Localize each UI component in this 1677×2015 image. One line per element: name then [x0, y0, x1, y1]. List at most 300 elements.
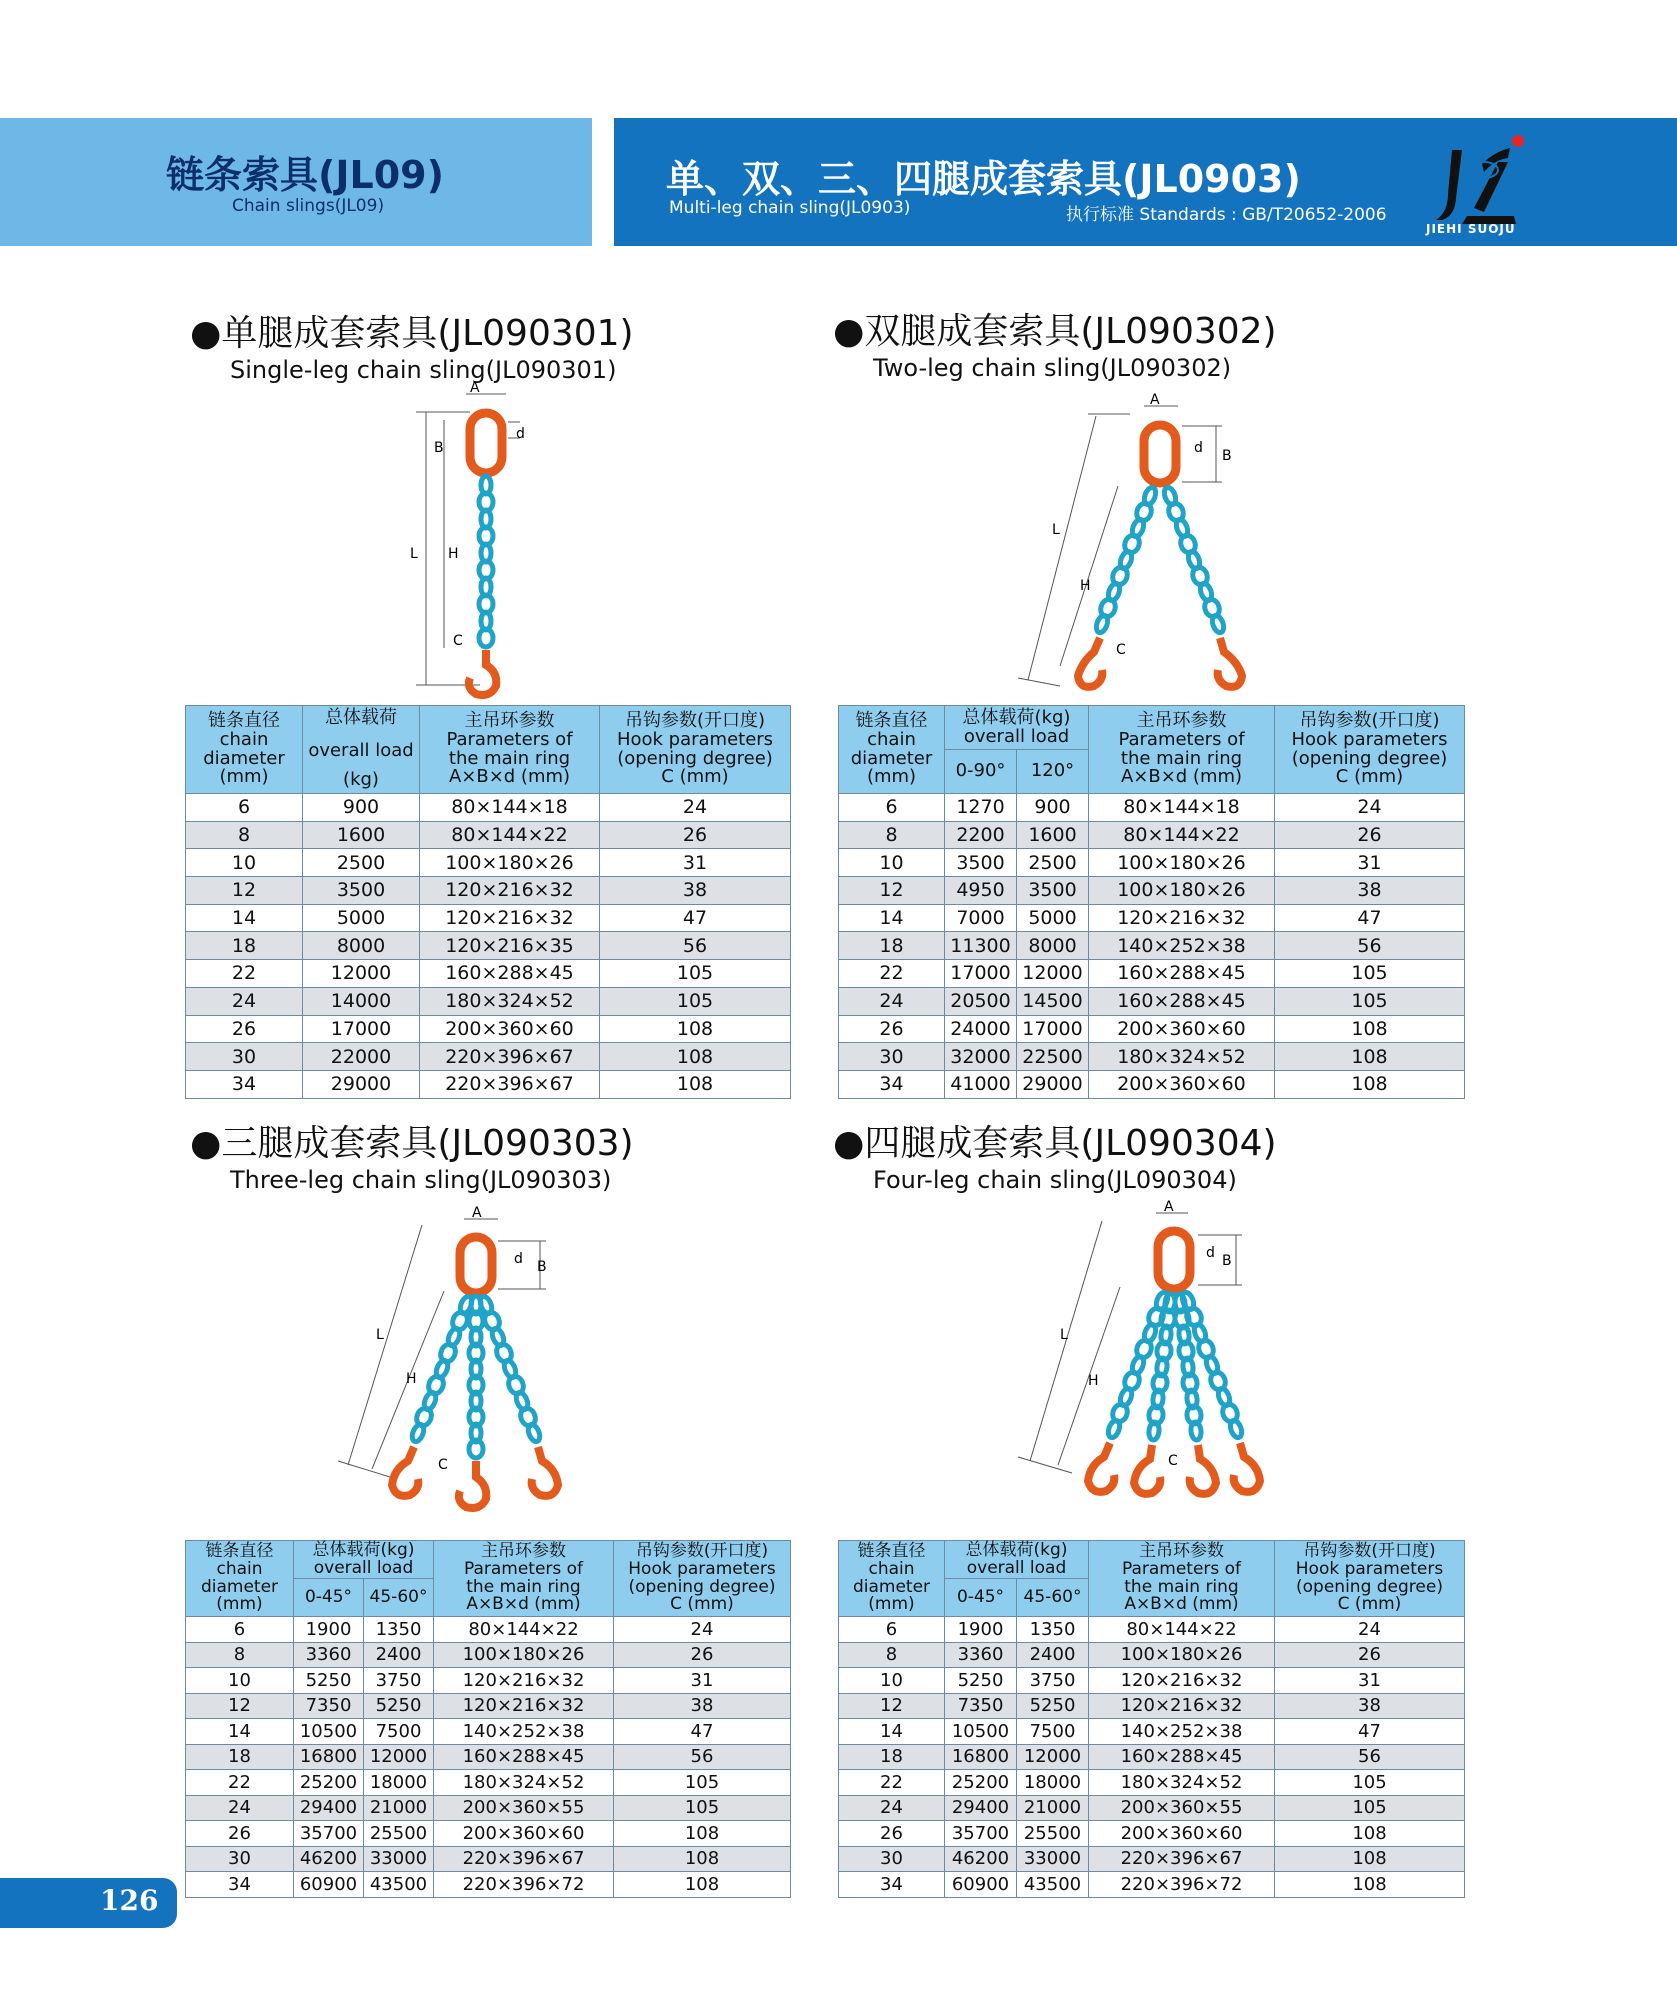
table-cell: 108: [614, 1821, 791, 1847]
table-row: [186, 1070, 791, 1098]
three-leg-sling-diagram: [330, 1205, 590, 1525]
table-cell: 160×288×45: [1089, 987, 1275, 1015]
table-cell: 220×396×72: [1089, 1872, 1275, 1898]
label-L: L: [410, 546, 418, 562]
table-cell: 120×216×32: [1089, 1668, 1275, 1694]
col-chain-diameter: 链条直径 chain diameter (mm): [839, 1541, 945, 1617]
table-cell: 31: [614, 1668, 791, 1694]
table-cell: 24000: [945, 1015, 1017, 1043]
table-cell: 5250: [364, 1693, 434, 1719]
table-cell: 120×216×32: [434, 1668, 614, 1694]
table-cell: 120×216×32: [1089, 904, 1275, 932]
table-row: [186, 987, 791, 1015]
table-cell: 3500: [945, 849, 1017, 877]
table-cell: 80×144×18: [1089, 794, 1275, 822]
table-cell: 200×360×60: [1089, 1070, 1275, 1098]
table-cell: 26: [600, 821, 791, 849]
table-cell: 8: [186, 1642, 294, 1668]
table-cell: 30: [839, 1043, 945, 1071]
table-cell: 8000: [1017, 932, 1089, 960]
table-cell: 108: [1275, 1872, 1465, 1898]
table-cell: 29000: [303, 1070, 420, 1098]
table-cell: 18: [186, 932, 303, 960]
table-row: [839, 849, 1465, 877]
label-B: B: [1222, 448, 1232, 464]
table-cell: 17000: [303, 1015, 420, 1043]
label-C: C: [1168, 1453, 1178, 1469]
table-cell: 56: [1275, 1744, 1465, 1770]
table-cell: 29400: [294, 1795, 364, 1821]
table-cell: 120×216×32: [1089, 1693, 1275, 1719]
table-cell: 18: [186, 1744, 294, 1770]
table-cell: 160×288×45: [1089, 1744, 1275, 1770]
table-cell: 46200: [294, 1846, 364, 1872]
table-cell: 1270: [945, 794, 1017, 822]
table-cell: 24: [186, 1795, 294, 1821]
triple-title: ●三腿成套索具(JL090303): [190, 1123, 634, 1164]
col-load-120: 120°: [1017, 750, 1089, 794]
table-cell: 900: [1017, 794, 1089, 822]
table-row: [186, 960, 791, 988]
table-cell: 22500: [1017, 1043, 1089, 1071]
table-cell: 34: [186, 1872, 294, 1898]
table-cell: 7500: [364, 1719, 434, 1745]
col-overall-load: 总体载荷(kg) overall load: [294, 1541, 434, 1579]
table-cell: 10500: [294, 1719, 364, 1745]
hook-icon: [1088, 1443, 1114, 1492]
table-row: [186, 1617, 791, 1643]
table-cell: 17000: [945, 960, 1017, 988]
table-cell: 2500: [1017, 849, 1089, 877]
table-cell: 18000: [364, 1770, 434, 1796]
table-cell: 100×180×26: [1089, 877, 1275, 905]
table-row: [839, 1872, 1465, 1898]
table-cell: 10: [839, 849, 945, 877]
col-chain-diameter: 链条直径 chain diameter (mm): [186, 706, 303, 794]
table-cell: 60900: [945, 1872, 1017, 1898]
table-cell: 12: [186, 1693, 294, 1719]
table-cell: 18: [839, 1744, 945, 1770]
hook-icon: [1134, 1445, 1160, 1494]
table-cell: 46200: [945, 1846, 1017, 1872]
table-cell: 120×216×32: [420, 904, 600, 932]
table-row: [839, 1043, 1465, 1071]
table-cell: 6: [839, 794, 945, 822]
table-cell: 900: [303, 794, 420, 822]
table-cell: 140×252×38: [1089, 1719, 1275, 1745]
table-row: [186, 1015, 791, 1043]
table-cell: 200×360×60: [434, 1821, 614, 1847]
table-cell: 220×396×72: [434, 1872, 614, 1898]
col-main-ring: 主吊环参数 Parameters of the main ring A×B×d (mm): [434, 1541, 614, 1617]
label-d: d: [1194, 440, 1203, 456]
table-cell: 7350: [945, 1693, 1017, 1719]
hook-icon: [1078, 638, 1102, 687]
table-cell: 10: [186, 849, 303, 877]
table-row: [186, 1770, 791, 1796]
table-cell: 25500: [1017, 1821, 1089, 1847]
table-cell: 220×396×67: [420, 1070, 600, 1098]
table-cell: 25200: [294, 1770, 364, 1796]
table-cell: 47: [614, 1719, 791, 1745]
table-cell: 5250: [1017, 1693, 1089, 1719]
single-title: ●单腿成套索具(JL090301): [190, 313, 634, 354]
table-cell: 220×396×67: [1089, 1846, 1275, 1872]
table-cell: 108: [1275, 1070, 1465, 1098]
table-cell: 47: [1275, 904, 1465, 932]
table-cell: 14: [186, 904, 303, 932]
table-row: [839, 794, 1465, 822]
table-cell: 108: [1275, 1015, 1465, 1043]
table-row: [839, 1070, 1465, 1098]
table-cell: 100×180×26: [434, 1642, 614, 1668]
triple-subtitle: Three-leg chain sling(JL090303): [230, 1166, 612, 1194]
table-cell: 1900: [945, 1617, 1017, 1643]
table-cell: 1900: [294, 1617, 364, 1643]
table-cell: 41000: [945, 1070, 1017, 1098]
table-cell: 56: [614, 1744, 791, 1770]
table-cell: 105: [614, 1795, 791, 1821]
table-cell: 1600: [303, 821, 420, 849]
table-row: [839, 1668, 1465, 1694]
table-cell: 5000: [303, 904, 420, 932]
table-cell: 7000: [945, 904, 1017, 932]
master-ring-icon: [460, 1237, 492, 1293]
table-row: [186, 932, 791, 960]
table-cell: 16800: [945, 1744, 1017, 1770]
table-cell: 220×396×67: [434, 1846, 614, 1872]
table-cell: 11300: [945, 932, 1017, 960]
single-section-heading: [190, 305, 634, 384]
table-cell: 34: [186, 1070, 303, 1098]
single-leg-sling-diagram: [400, 380, 550, 700]
table-cell: 180×324×52: [434, 1770, 614, 1796]
table-row: [186, 1719, 791, 1745]
table-cell: 108: [614, 1872, 791, 1898]
table-cell: 33000: [364, 1846, 434, 1872]
table-row: [839, 1617, 1465, 1643]
col-load-0-90: 0-90°: [945, 750, 1017, 794]
table-cell: 108: [1275, 1846, 1465, 1872]
table-cell: 26: [1275, 821, 1465, 849]
table-cell: 33000: [1017, 1846, 1089, 1872]
table-cell: 100×180×26: [1089, 849, 1275, 877]
table-cell: 120×216×35: [420, 932, 600, 960]
label-d: d: [514, 1251, 523, 1267]
table-cell: 5250: [294, 1668, 364, 1694]
col-hook: 吊钩参数(开口度) Hook parameters (opening degree) C (mm): [614, 1541, 791, 1617]
table-cell: 3500: [1017, 877, 1089, 905]
single-subtitle: Single-leg chain sling(JL090301): [230, 356, 617, 384]
table-row: [839, 960, 1465, 988]
col-overall-load: 总体载荷(kg) overall load: [945, 706, 1089, 750]
label-B: B: [537, 1259, 547, 1275]
table-cell: 10: [839, 1668, 945, 1694]
table-cell: 8000: [303, 932, 420, 960]
table-cell: 7350: [294, 1693, 364, 1719]
table-row: [839, 1770, 1465, 1796]
col-main-ring: 主吊环参数 Parameters of the main ring A×B×d (mm): [1089, 1541, 1275, 1617]
table-cell: 18: [839, 932, 945, 960]
table-cell: 12000: [1017, 1744, 1089, 1770]
table-cell: 14: [839, 1719, 945, 1745]
table-cell: 105: [1275, 1795, 1465, 1821]
table-row: [839, 1744, 1465, 1770]
table-cell: 105: [600, 960, 791, 988]
col-load-0-45: 0-45°: [294, 1579, 364, 1617]
table-cell: 18000: [1017, 1770, 1089, 1796]
table-cell: 80×144×22: [1089, 821, 1275, 849]
table-cell: 220×396×67: [420, 1043, 600, 1071]
table-row: [186, 1795, 791, 1821]
page-number-tab: [0, 1878, 177, 1928]
table-cell: 12: [186, 877, 303, 905]
table-cell: 60900: [294, 1872, 364, 1898]
table-cell: 1600: [1017, 821, 1089, 849]
table-cell: 31: [1275, 1668, 1465, 1694]
table-cell: 105: [1275, 987, 1465, 1015]
table-cell: 200×360×55: [434, 1795, 614, 1821]
table-row: [186, 1821, 791, 1847]
col-load-0-45: 0-45°: [945, 1579, 1017, 1617]
table-cell: 80×144×22: [420, 821, 600, 849]
table-row: [186, 1744, 791, 1770]
table-cell: 160×288×45: [434, 1744, 614, 1770]
label-H: H: [1088, 1373, 1099, 1389]
table-cell: 38: [614, 1693, 791, 1719]
label-d: d: [516, 426, 525, 442]
table-row: [839, 904, 1465, 932]
table-cell: 34: [839, 1070, 945, 1098]
table-cell: 25500: [364, 1821, 434, 1847]
table-cell: 4950: [945, 877, 1017, 905]
header-right-subtitle: Multi-leg chain sling(JL0903): [669, 198, 911, 218]
table-cell: 17000: [1017, 1015, 1089, 1043]
table-cell: 12000: [1017, 960, 1089, 988]
table-cell: 25200: [945, 1770, 1017, 1796]
table-cell: 22000: [303, 1043, 420, 1071]
double-title: ●双腿成套索具(JL090302): [833, 311, 1277, 352]
table-cell: 32000: [945, 1043, 1017, 1071]
table-cell: 26: [186, 1821, 294, 1847]
table-cell: 10500: [945, 1719, 1017, 1745]
col-load-45-60: 45-60°: [364, 1579, 434, 1617]
hook-icon: [532, 1447, 558, 1496]
table-cell: 14500: [1017, 987, 1089, 1015]
table-cell: 108: [1275, 1043, 1465, 1071]
table-row: [186, 1043, 791, 1071]
table-cell: 105: [1275, 1770, 1465, 1796]
header-right-title: 单、双、三、四腿成套索具(JL0903): [666, 157, 1301, 201]
table-row: [186, 1668, 791, 1694]
label-H: H: [448, 546, 459, 562]
header-left-bar: [0, 118, 592, 246]
table-cell: 21000: [1017, 1795, 1089, 1821]
table-cell: 3360: [945, 1642, 1017, 1668]
table-row: [186, 904, 791, 932]
table-cell: 22: [839, 1770, 945, 1796]
table-cell: 80×144×22: [434, 1617, 614, 1643]
triple-section-heading: [190, 1115, 634, 1194]
table-cell: 180×324×52: [1089, 1770, 1275, 1796]
label-B: B: [1222, 1253, 1232, 1269]
table-cell: 26: [614, 1642, 791, 1668]
table-cell: 21000: [364, 1795, 434, 1821]
table-cell: 22: [186, 1770, 294, 1796]
table-row: [839, 877, 1465, 905]
table-cell: 12000: [303, 960, 420, 988]
table-cell: 38: [1275, 1693, 1465, 1719]
two-leg-spec-table: [838, 705, 1465, 1099]
table-cell: 100×180×26: [420, 849, 600, 877]
table-row: [186, 1872, 791, 1898]
col-main-ring: 主吊环参数 Parameters of the main ring A×B×d (mm): [1089, 706, 1275, 794]
table-cell: 140×252×38: [1089, 932, 1275, 960]
label-A: A: [472, 1205, 482, 1221]
table-cell: 5000: [1017, 904, 1089, 932]
table-cell: 8: [839, 1642, 945, 1668]
col-hook: 吊钩参数(开口度) Hook parameters (opening degree) C (mm): [600, 706, 791, 794]
chain-leg-icon: [1094, 486, 1226, 634]
label-C: C: [453, 633, 463, 649]
table-row: [186, 1642, 791, 1668]
table-cell: 6: [839, 1617, 945, 1643]
hook-icon: [1190, 1445, 1216, 1494]
table-cell: 80×144×22: [1089, 1617, 1275, 1643]
header-right-bar: [614, 118, 1677, 246]
table-row: [186, 877, 791, 905]
table-cell: 26: [839, 1015, 945, 1043]
chain-leg-icon: [410, 1295, 542, 1458]
four-leg-sling-diagram: [1010, 1195, 1280, 1525]
table-cell: 26: [839, 1821, 945, 1847]
table-cell: 200×360×60: [420, 1015, 600, 1043]
label-A: A: [1164, 1199, 1174, 1215]
table-cell: 105: [1275, 960, 1465, 988]
table-row: [839, 821, 1465, 849]
table-cell: 80×144×18: [420, 794, 600, 822]
table-cell: 100×180×26: [1089, 1642, 1275, 1668]
single-leg-spec-table: [185, 705, 791, 1099]
table-row: [839, 1015, 1465, 1043]
label-H: H: [406, 1371, 417, 1387]
table-cell: 24: [1275, 794, 1465, 822]
table-cell: 6: [186, 1617, 294, 1643]
table-cell: 43500: [364, 1872, 434, 1898]
table-row: [839, 1795, 1465, 1821]
table-cell: 30: [186, 1846, 294, 1872]
table-cell: 180×324×52: [1089, 1043, 1275, 1071]
col-chain-diameter: 链条直径 chain diameter (mm): [839, 706, 945, 794]
quad-title: ●四腿成套索具(JL090304): [833, 1123, 1277, 1164]
table-cell: 3360: [294, 1642, 364, 1668]
three-leg-spec-table: [185, 1540, 791, 1898]
table-cell: 3500: [303, 877, 420, 905]
double-section-heading: [833, 303, 1277, 382]
table-cell: 14000: [303, 987, 420, 1015]
col-overall-load: 总体载荷(kg) overall load: [945, 1541, 1089, 1579]
table-cell: 56: [1275, 932, 1465, 960]
table-cell: 200×360×60: [1089, 1015, 1275, 1043]
chain-leg-icon: [479, 476, 493, 647]
table-cell: 108: [1275, 1821, 1465, 1847]
table-cell: 1350: [1017, 1617, 1089, 1643]
col-main-ring: 主吊环参数 Parameters of the main ring A×B×d (mm): [420, 706, 600, 794]
table-cell: 7500: [1017, 1719, 1089, 1745]
table-cell: 30: [186, 1043, 303, 1071]
double-subtitle: Two-leg chain sling(JL090302): [873, 354, 1232, 382]
table-row: [839, 932, 1465, 960]
label-C: C: [1116, 642, 1126, 658]
col-load-45-60: 45-60°: [1017, 1579, 1089, 1617]
table-cell: 105: [614, 1770, 791, 1796]
table-cell: 108: [600, 1043, 791, 1071]
table-cell: 5250: [945, 1668, 1017, 1694]
logo-text: JIEHI SUOJU: [1426, 222, 1516, 236]
table-row: [839, 987, 1465, 1015]
table-cell: 30: [839, 1846, 945, 1872]
table-cell: 3750: [1017, 1668, 1089, 1694]
table-cell: 24: [839, 987, 945, 1015]
page-number: 126: [100, 1884, 159, 1917]
table-cell: 108: [600, 1015, 791, 1043]
col-overall-load: 总体载荷 overall load (kg): [303, 706, 420, 794]
table-cell: 26: [186, 1015, 303, 1043]
table-cell: 2500: [303, 849, 420, 877]
four-leg-spec-table: [838, 1540, 1465, 1898]
table-cell: 22: [839, 960, 945, 988]
table-cell: 20500: [945, 987, 1017, 1015]
table-row: [186, 821, 791, 849]
master-ring-icon: [1144, 425, 1176, 483]
table-cell: 140×252×38: [434, 1719, 614, 1745]
table-cell: 24: [1275, 1617, 1465, 1643]
table-cell: 29000: [1017, 1070, 1089, 1098]
label-B: B: [434, 440, 444, 456]
table-cell: 120×216×32: [434, 1693, 614, 1719]
table-cell: 24: [614, 1617, 791, 1643]
table-row: [839, 1719, 1465, 1745]
table-cell: 43500: [1017, 1872, 1089, 1898]
hook-icon: [392, 1447, 418, 1496]
table-cell: 108: [600, 1070, 791, 1098]
table-cell: 24: [186, 987, 303, 1015]
table-cell: 24: [839, 1795, 945, 1821]
table-row: [186, 1693, 791, 1719]
label-A: A: [1150, 392, 1160, 408]
master-ring-icon: [470, 413, 502, 473]
table-cell: 2400: [1017, 1642, 1089, 1668]
hook-icon: [469, 650, 496, 695]
table-cell: 180×324×52: [420, 987, 600, 1015]
table-cell: 31: [1275, 849, 1465, 877]
table-cell: 120×216×32: [420, 877, 600, 905]
table-cell: 38: [1275, 877, 1465, 905]
hook-icon: [1234, 1443, 1260, 1492]
table-cell: 6: [186, 794, 303, 822]
table-cell: 47: [1275, 1719, 1465, 1745]
chain-leg-icon: [1106, 1291, 1244, 1441]
hook-icon: [459, 1461, 486, 1508]
table-cell: 34: [839, 1872, 945, 1898]
label-L: L: [1060, 1327, 1068, 1343]
hook-icon: [1218, 638, 1242, 687]
header-left-subtitle: Chain slings(JL09): [232, 196, 385, 216]
table-cell: 8: [839, 821, 945, 849]
table-cell: 2200: [945, 821, 1017, 849]
master-ring-icon: [1158, 1231, 1190, 1289]
table-cell: 35700: [294, 1821, 364, 1847]
